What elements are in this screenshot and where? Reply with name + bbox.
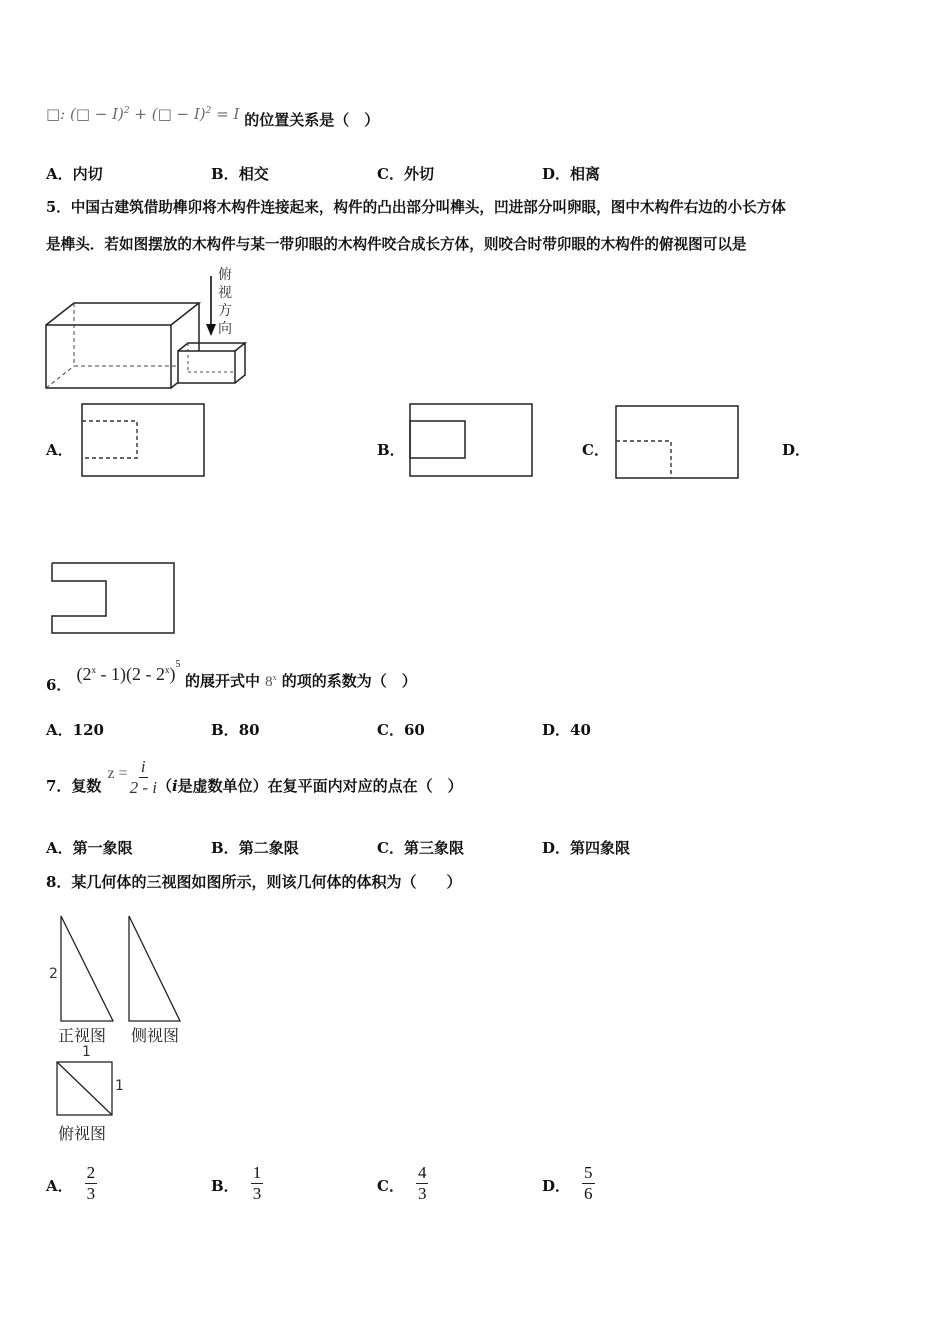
q5-option-c-figure[interactable] [614,404,742,482]
q8-stem: 8．某几何体的三视图如图所示，则该几何体的体积为（ ） [46,873,462,891]
q4-option-b[interactable]: B．相交 [211,165,269,183]
q5-option-d-figure[interactable] [50,561,182,637]
q7-fraction: $\frac{i}{2 - i}$ [129,757,157,797]
q7-number: 7．复数 [46,776,102,795]
q8-option-b[interactable]: B． $\frac{1}{3}$ [211,1163,262,1203]
dim-top-label: 1 [82,1044,91,1060]
q7-option-d[interactable]: D．第四象限 [542,839,631,857]
q7-stem-rest: 是虚数单位）在复平面内对应的点在（ ） [177,776,463,795]
q6-number: 6． [46,676,72,694]
q5-option-d[interactable]: D． [782,441,811,459]
q4-option-d[interactable]: D．相离 [542,165,601,183]
q7-option-a[interactable]: A．第一象限 [46,839,133,857]
dim-height-label: 2 [49,966,58,982]
q4-option-c[interactable]: C．外切 [377,165,434,183]
front-view-triangle [61,916,113,1021]
q8-option-a[interactable]: A． $\frac{2}{3}$ [46,1163,96,1203]
view-direction-label: 俯 视 方 向 [218,267,232,337]
q8-option-c[interactable]: C． $\frac{4}{3}$ [377,1163,427,1203]
q6-stem-a: 的展开式中 [185,672,261,690]
q5-stem-line1: 5．中国古建筑借助榫卯将木构件连接起来，构件的凸出部分叫榫头，凹进部分叫卵眼，图中木构件右边的小长方体 [46,199,786,216]
q7-i-char: i [171,776,178,795]
top-view-label: 俯视图 [58,1124,107,1143]
q4-option-a[interactable]: A．内切 [46,165,103,183]
q5-option-b-figure[interactable] [408,402,536,478]
q7-option-b[interactable]: B．第二象限 [211,839,299,857]
q6-option-c[interactable]: C．60 [377,721,425,739]
q7-z-eq: z = [107,764,128,782]
q4-stem-text: 的位置关系是（ ） [244,111,380,129]
dim-right-label: 1 [115,1078,124,1094]
q5-option-b[interactable]: B． [377,441,405,459]
q4-stem [46,104,379,128]
q6-stem-b: 的项的系数为（ ） [281,672,417,690]
q8-option-d[interactable]: D． $\frac{5}{6}$ [542,1163,593,1203]
q6-option-d[interactable]: D．40 [542,721,591,739]
q5-option-c[interactable]: C． [582,441,609,459]
side-view-label: 侧视图 [131,1026,180,1045]
q6-option-b[interactable]: B．80 [211,721,260,739]
front-view-label: 正视图 [58,1026,107,1045]
q5-option-a[interactable]: A． [46,441,73,459]
q6-option-a[interactable]: A．120 [46,721,104,739]
q4-formula: □: (□ − I)$^2$ + (□ − I)$^2$ = I [46,105,240,123]
q5-stem-line2: 是榫头．若如图摆放的木构件与某一带卯眼的木构件咬合成长方体，则咬合时带卯眼的木构件的俯视图可以是 [46,236,747,253]
q6-term: 8$^x$ [265,673,277,690]
q7-option-c[interactable]: C．第三象限 [377,839,464,857]
side-view-triangle [129,916,180,1021]
mortise-tenon-figure [40,262,270,392]
q7-stem [46,757,463,798]
q6-stem [46,659,417,694]
q5-option-a-figure[interactable] [80,402,208,478]
q6-expression: (2$^x$ - 1)(2 - 2$^x$)$^5$ [76,659,181,684]
q7-paren-open: （ [156,776,172,795]
